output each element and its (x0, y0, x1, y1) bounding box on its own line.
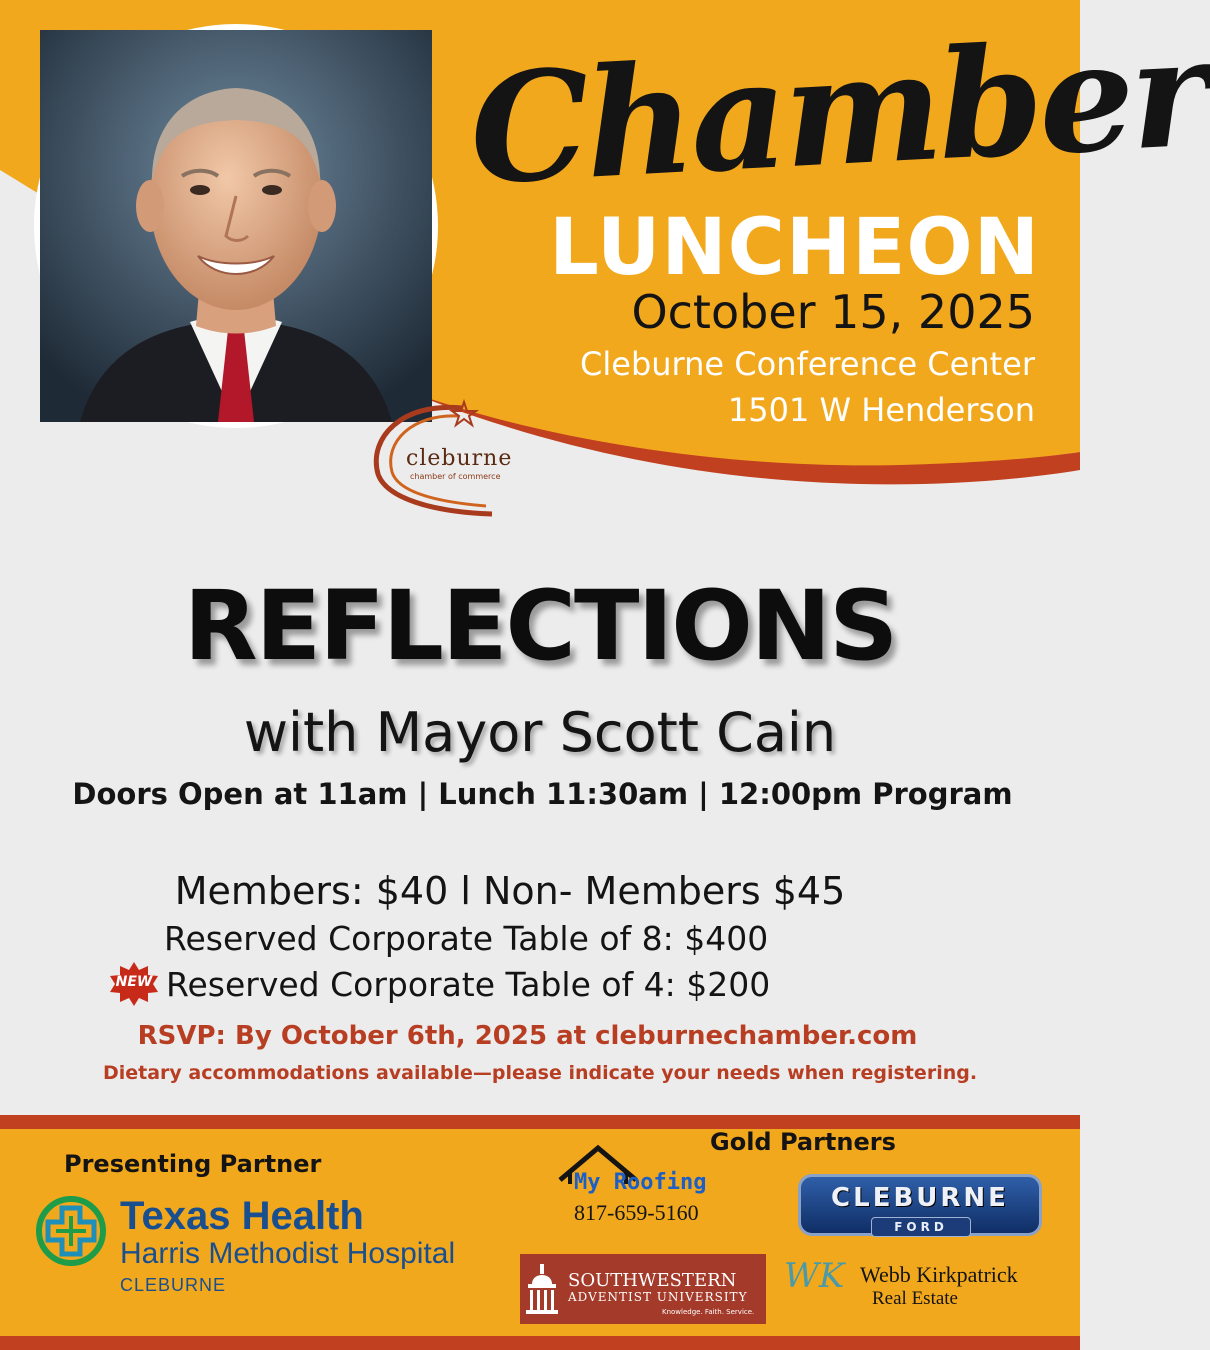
footer-bottom-band (0, 1336, 1080, 1350)
pricing-table-8: Reserved Corporate Table of 8: $400 (164, 919, 769, 958)
cleburne-ford-logo (798, 1174, 1042, 1236)
chamber-logo-name: cleburne (406, 446, 513, 471)
event-schedule: Doors Open at 11am | Lunch 11:30am | 12:00pm Program (72, 777, 1013, 811)
southwestern-adventist-logo (520, 1254, 766, 1324)
event-subhead: with Mayor Scott Cain (243, 701, 837, 764)
chamber-logo-subtitle: chamber of commerce (410, 472, 501, 481)
webb-kirkpatrick-name: Webb Kirkpatrick (860, 1262, 1018, 1287)
swau-subtitle: ADVENTIST UNIVERSITY (568, 1290, 748, 1304)
my-roofing-name: My Roofing (574, 1170, 707, 1195)
dome-building-icon (520, 1254, 564, 1324)
mayor-portrait (40, 30, 432, 422)
swau-tagline: Knowledge. Faith. Service. (662, 1308, 755, 1316)
footer-top-band (0, 1115, 1080, 1129)
gold-partners-label: Gold Partners (710, 1128, 896, 1156)
event-date: October 15, 2025 (631, 285, 1035, 339)
texas-health-name: Texas Health (120, 1194, 364, 1238)
webb-kirkpatrick-subtitle: Real Estate (872, 1288, 958, 1309)
rsvp-line: RSVP: By October 6th, 2025 at cleburnechamber.com (137, 1021, 918, 1051)
cleburne-chamber-logo (362, 398, 532, 518)
texas-health-cross-icon (36, 1196, 106, 1266)
dietary-note: Dietary accommodations available—please indicate your needs when registering. (102, 1062, 978, 1084)
presenting-partner-label: Presenting Partner (64, 1150, 322, 1178)
pricing-table-4: Reserved Corporate Table of 4: $200 (166, 965, 771, 1004)
event-headline: REFLECTIONS (183, 570, 897, 682)
title-script: Chamber (465, 4, 1210, 219)
swau-name: SOUTHWESTERN (568, 1270, 737, 1291)
new-badge (108, 962, 160, 1006)
texas-health-logo (36, 1196, 106, 1266)
pricing-members: Members: $40 l Non- Members $45 (174, 869, 846, 913)
webb-kirkpatrick-monogram: WK (784, 1256, 845, 1296)
texas-health-city: CLEBURNE (120, 1275, 227, 1295)
event-address: 1501 W Henderson (727, 391, 1035, 429)
event-venue: Cleburne Conference Center (580, 345, 1035, 383)
new-badge-label: NEW (115, 974, 153, 990)
my-roofing-phone: 817-659-5160 (574, 1200, 699, 1225)
texas-health-subtitle: Harris Methodist Hospital (120, 1237, 456, 1270)
title-luncheon: LUNCHEON (549, 203, 1040, 293)
cleburne-ford-name: CLEBURNE (831, 1183, 1009, 1213)
cleburne-ford-sub: FORD (871, 1217, 971, 1237)
